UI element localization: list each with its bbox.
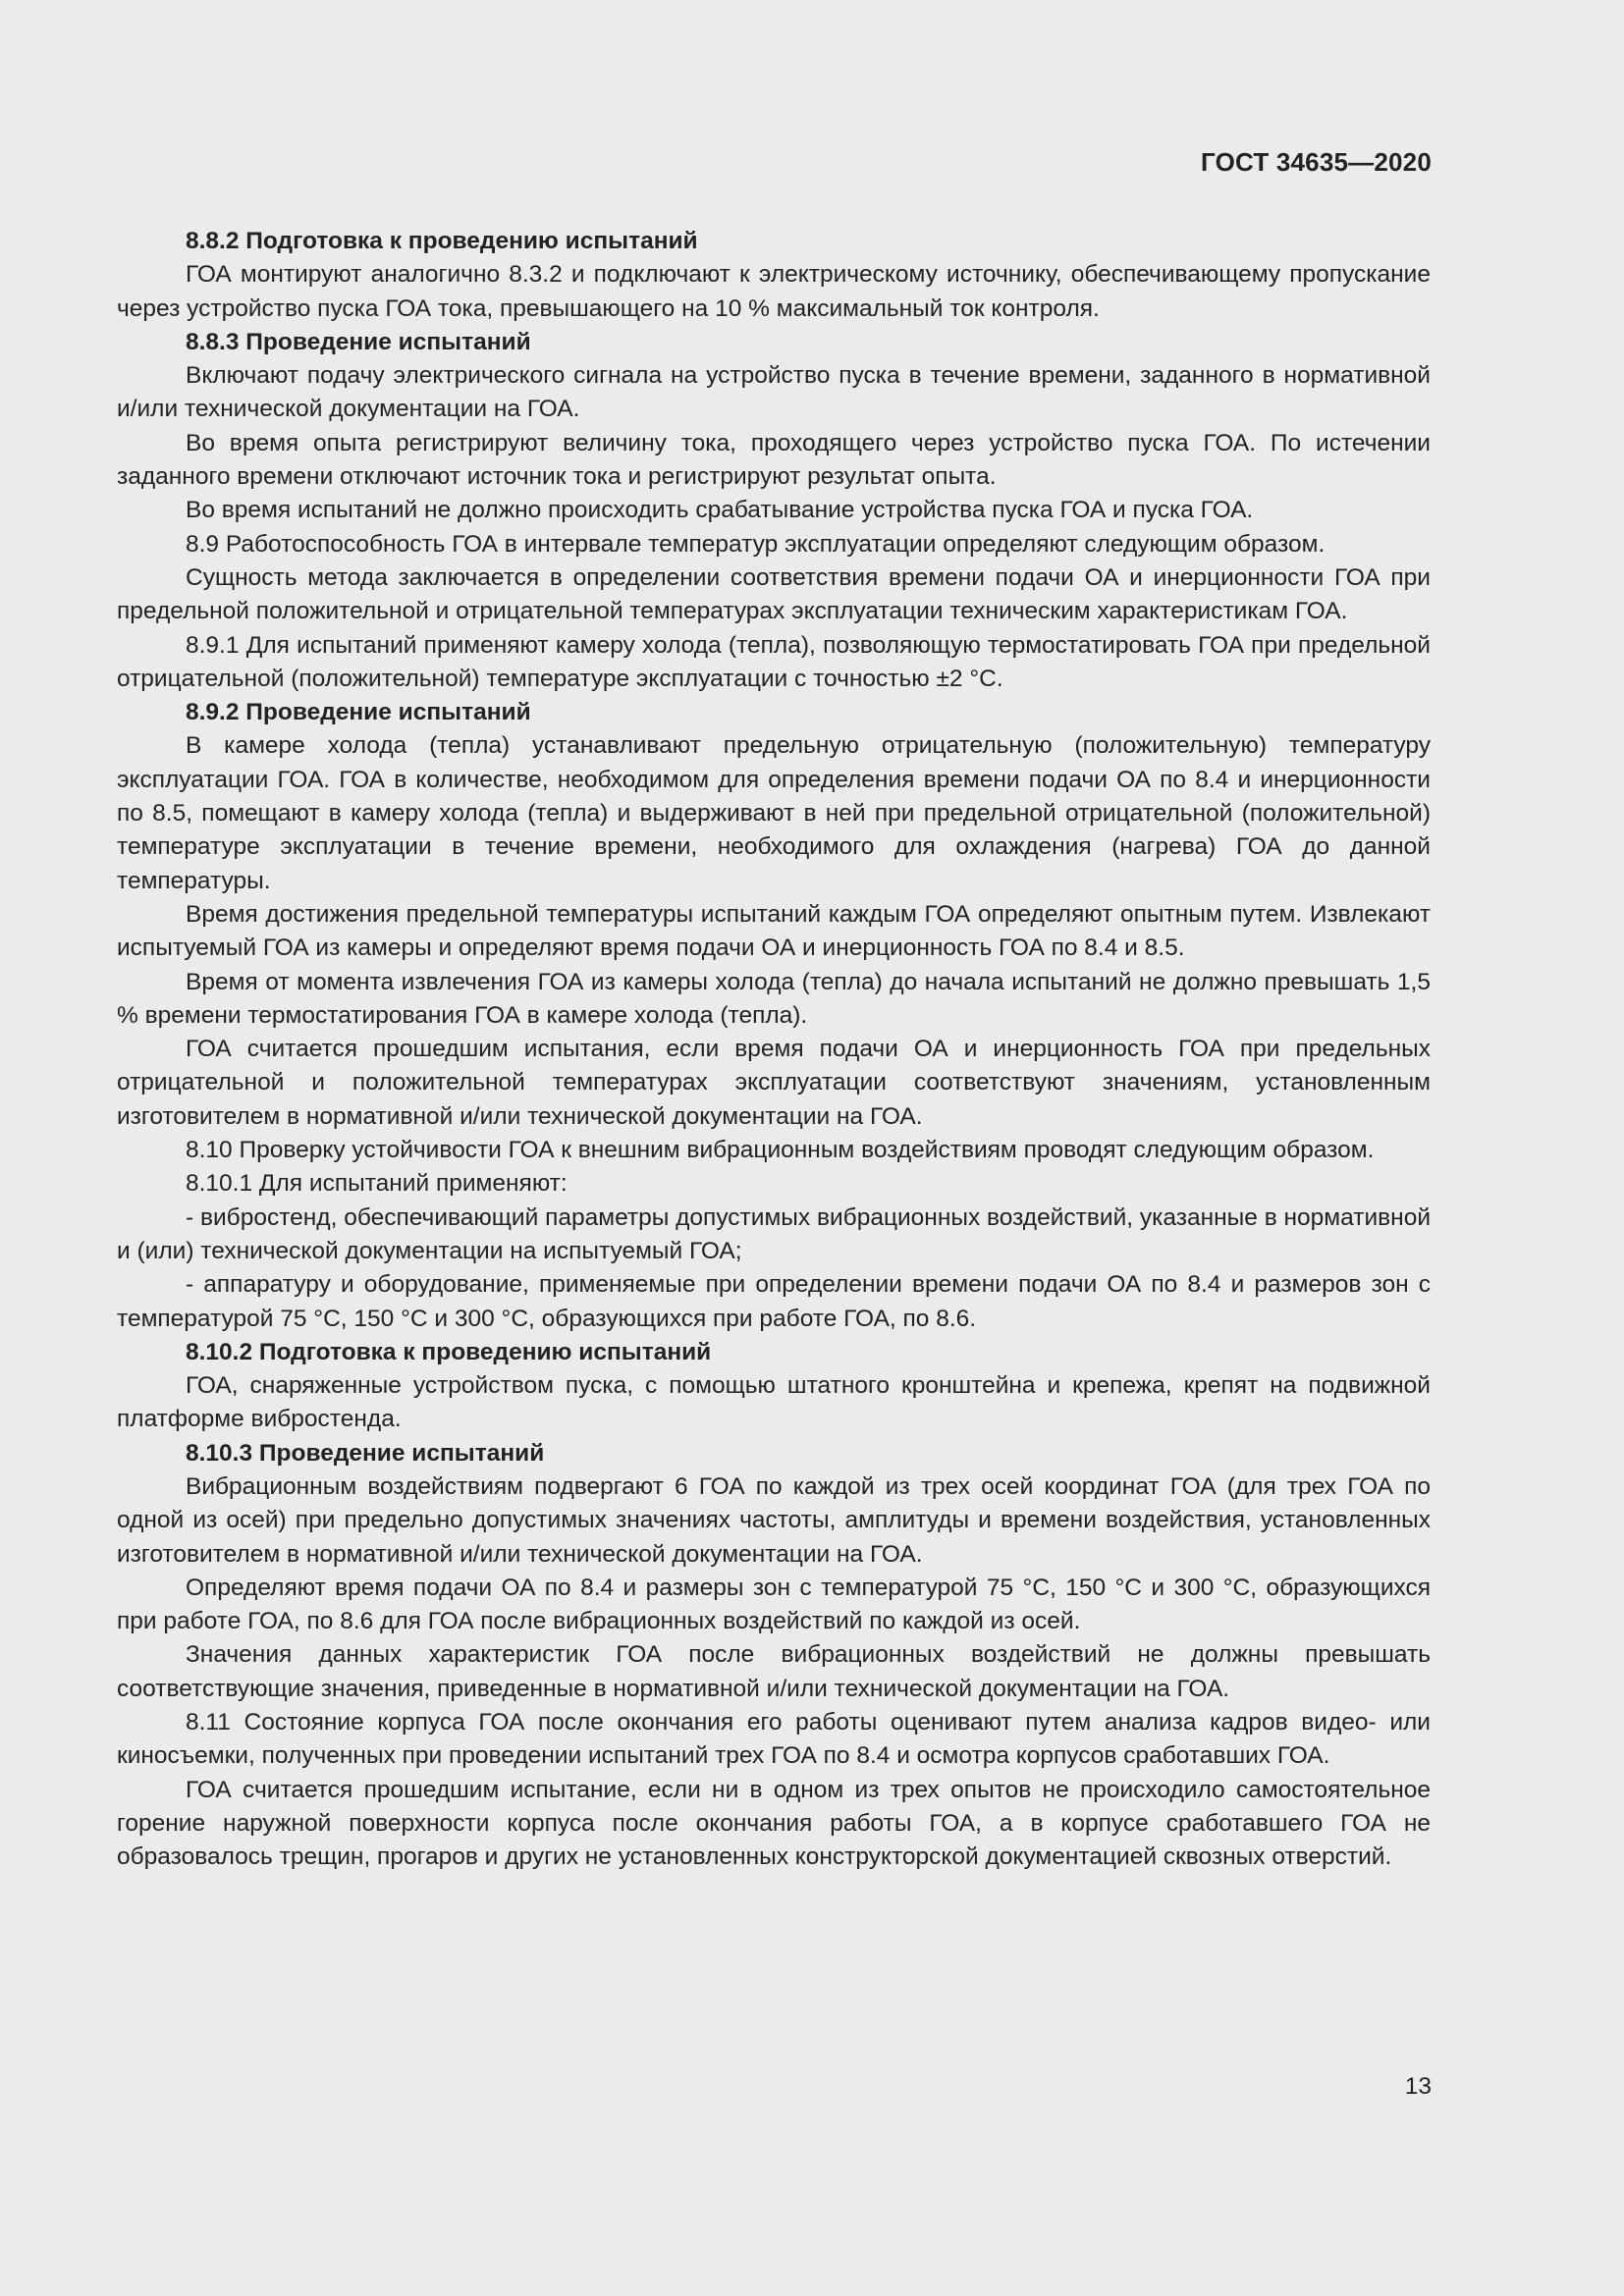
paragraph: Определяют время подачи ОА по 8.4 и размеры зон с температурой 75 °С, 150 °С и 300 °С, образующихся при работе ГОА, по 8.6 для ГОА после вибрационных воздействий по каждой из осей. [117,1574,1431,1635]
page-number: 13 [1404,2073,1432,2100]
list-item: - вибростенд, обеспечивающий параметры допустимых вибрационных воздействий, указанные в нормативной и (или) технической документации на испытуемый ГОА; [117,1203,1432,1264]
section-heading-8-8-2: 8.8.2 Подготовка к проведению испытаний [186,228,698,254]
paragraph: В камере холода (тепла) устанавливают предельную отрицательную (положительную) температуру эксплуатации ГОА. ГОА в количестве, необходимом для определения времени подачи ОА по 8.4 и инерционности по 8.5, помещают в камеру холода (тепла) и выдерживают в ней при предельной отрицательной (положительной) температуре эксплуатации в течение времени, необходимого для охлаждения (нагрева) ГОА до данной температуры. [117,732,1431,894]
paragraph: 8.11 Состояние корпуса ГОА после окончания его работы оценивают путем анализа кадров видео- или киносъемки, полученных при проведении испытаний трех ГОА по 8.4 и осмотра корпусов сработавших ГОА. [117,1709,1431,1770]
section-heading-8-9-2: 8.9.2 Проведение испытаний [186,699,531,726]
section-heading-8-8-3: 8.8.3 Проведение испытаний [186,328,531,355]
paragraph: Включают подачу электрического сигнала на устройство пуска в течение времени, заданного в нормативной и/или технической документации на ГОА. [117,362,1431,423]
paragraph: Значения данных характеристик ГОА после вибрационных воздействий не должны превышать соответствующие значения, приведенные в нормативной и/или технической документации на ГОА. [117,1641,1431,1702]
paragraph: Сущность метода заключается в определении соответствия времени подачи ОА и инерционности ГОА при предельной положительной и отрицательной температурах эксплуатации техническим характеристикам ГОА. [117,563,1431,625]
list-item: - аппаратуру и оборудование, применяемые при определении времени подачи ОА по 8.4 и размеров зон с температурой 75 °С, 150 °С и 300 °С, образующихся при работе ГОА, по 8.6. [117,1271,1431,1332]
paragraph: ГОА монтируют аналогично 8.3.2 и подключают к электрическому источнику, обеспечивающему пропускание через устройство пуска ГОА тока, превышающего на 10 % максимальный ток контроля. [117,261,1431,322]
paragraph: Во время опыта регистрируют величину тока, проходящего через устройство пуска ГОА. По истечении заданного времени отключают источник тока и регистрируют результат опыта. [117,429,1431,491]
paragraph: 8.9 Работоспособность ГОА в интервале температур эксплуатации определяют следующим образом. [186,530,1326,558]
paragraph: Вибрационным воздействиям подвергают 6 ГОА по каждой из трех осей координат ГОА (для трех ГОА по одной из осей) при предельно допустимых значениях частоты, амплитуды и времени воздействия, установленных изготовителем в нормативной и/или технической документации на ГОА. [117,1472,1431,1568]
section-heading-8-10-3: 8.10.3 Проведение испытаний [186,1439,545,1467]
paragraph: 8.10 Проверку устойчивости ГОА к внешним вибрационным воздействиям проводят следующим образом. [186,1137,1375,1164]
paragraph: Время от момента извлечения ГОА из камеры холода (тепла) до начала испытаний не должно превышать 1,5 % времени термостатирования ГОА в камере холода (тепла). [117,968,1431,1029]
section-heading-8-10-2: 8.10.2 Подготовка к проведению испытаний [186,1338,712,1365]
document-code-header: ГОСТ 34635—2020 [1201,147,1432,177]
paragraph: Во время испытаний не должно происходить срабатывание устройства пуска ГОА и пуска ГОА. [186,497,1254,524]
paragraph: Время достижения предельной температуры испытаний каждым ГОА определяют опытным путем. Извлекают испытуемый ГОА из камеры и определяют время подачи ОА и инерционность ГОА по 8.4 и 8.5. [117,900,1431,962]
document-body [117,225,1431,1875]
paragraph: ГОА, снаряженные устройством пуска, с помощью штатного кронштейна и крепежа, крепят на подвижной платформе вибростенда. [117,1372,1431,1433]
paragraph: ГОА считается прошедшим испытания, если время подачи ОА и инерционность ГОА при предельных отрицательной и положительной температурах эксплуатации соответствуют значениям, установленным изготовителем в нормативной и/или технической документации на ГОА. [117,1036,1431,1130]
paragraph: ГОА считается прошедшим испытание, если ни в одном из трех опытов не происходило самостоятельное горение наружной поверхности корпуса после окончания работы ГОА, а в корпусе сработавшего ГОА не образовалось трещин, прогаров и других не установленных конструкторской документацией сквозных отверстий. [117,1776,1431,1871]
paragraph: 8.9.1 Для испытаний применяют камеру холода (тепла), позволяющую термостатировать ГОА при предельной отрицательной (положительной) температуре эксплуатации с точностью ±2 °С. [117,631,1431,692]
paragraph: 8.10.1 Для испытаний применяют: [186,1170,568,1198]
